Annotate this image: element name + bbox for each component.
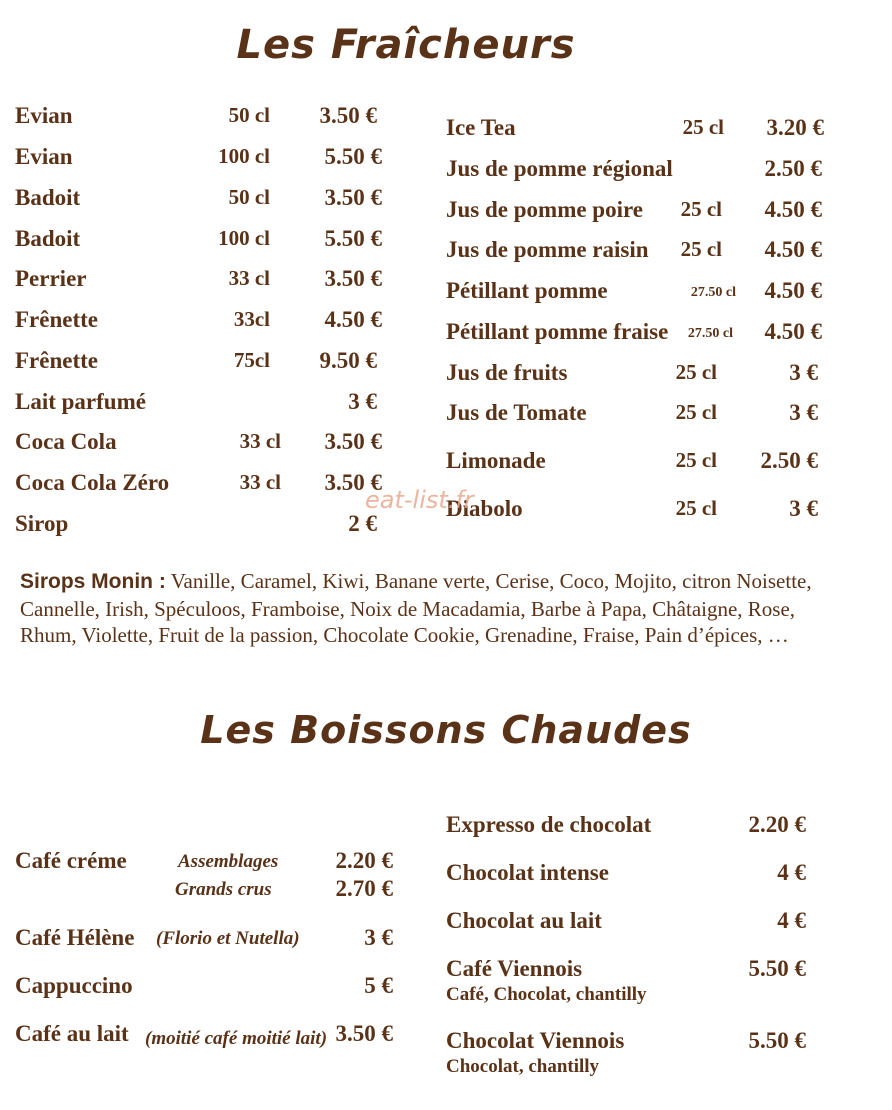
- item-price: 4.50 €: [764, 237, 822, 262]
- item-description: Chocolat, chantilly: [446, 1056, 600, 1077]
- menu-item: [446, 237, 826, 263]
- item-name: Badoit: [15, 185, 81, 210]
- item-price: 3.50 €: [324, 429, 382, 454]
- item-volume: 75cl: [233, 348, 270, 372]
- menu-item: [15, 103, 385, 129]
- item-name: Café Viennois: [446, 956, 583, 981]
- item-price: 2.50 €: [760, 448, 818, 473]
- menu-item: [15, 307, 385, 333]
- menu-item: [15, 144, 385, 170]
- menu-item: [446, 115, 826, 141]
- item-name: Sirop: [15, 511, 69, 536]
- item-price: 5.50 €: [324, 226, 382, 251]
- item-price: 3.50 €: [324, 185, 382, 210]
- item-volume: 50 cl: [228, 185, 270, 209]
- item-price: 3.50 €: [324, 470, 382, 495]
- item-name: Jus de pomme raisin: [446, 237, 649, 262]
- item-price: 9.50 €: [319, 348, 377, 373]
- item-price: 3.20 €: [766, 115, 824, 140]
- item-name: Jus de fruits: [446, 360, 568, 385]
- item-price: 5.50 €: [324, 144, 382, 169]
- item-volume: 33cl: [233, 307, 270, 331]
- item-name: Expresso de chocolat: [446, 812, 652, 837]
- item-volume: 25 cl: [680, 237, 722, 261]
- item-name: Evian: [15, 144, 73, 169]
- item-name: Jus de pomme régional: [446, 156, 673, 181]
- item-name: Jus de pomme poire: [446, 197, 643, 222]
- item-price: 3 €: [789, 400, 818, 425]
- item-price: 3 €: [789, 360, 818, 385]
- item-note: (Florio et Nutella): [156, 928, 300, 949]
- menu-item: [446, 400, 826, 426]
- item-name: Limonade: [446, 448, 546, 473]
- menu-item: [15, 389, 385, 415]
- item-name: Cappuccino: [15, 973, 133, 998]
- item-name: Chocolat Viennois: [446, 1028, 625, 1053]
- menu-item: [446, 197, 826, 223]
- menu-item: [446, 812, 806, 838]
- item-price: 3.50 €: [335, 1021, 393, 1046]
- menu-item: [15, 266, 385, 292]
- menu-item: [446, 1028, 806, 1054]
- item-name: Frênette: [15, 307, 98, 332]
- item-price: 3.50 €: [324, 266, 382, 291]
- item-volume: 25 cl: [675, 360, 717, 384]
- item-volume: 50 cl: [228, 103, 270, 127]
- item-volume: 33 cl: [228, 266, 270, 290]
- item-price: 3.50 €: [319, 103, 377, 128]
- item-price: 4.50 €: [764, 319, 822, 344]
- item-note: Assemblages: [178, 851, 279, 872]
- menu-item: [446, 278, 826, 304]
- menu-item: [15, 470, 385, 496]
- menu-item: [15, 226, 385, 252]
- menu-item: [446, 319, 826, 345]
- item-volume: 33 cl: [239, 470, 281, 494]
- item-name: Café créme: [15, 848, 127, 873]
- item-volume: 25 cl: [682, 115, 724, 139]
- menu-item: [15, 185, 385, 211]
- item-price: 3 €: [364, 925, 393, 950]
- menu-item: [446, 448, 826, 474]
- item-name: Jus de Tomate: [446, 400, 587, 425]
- item-name: Pétillant pomme: [446, 278, 608, 303]
- menu-item: [446, 908, 806, 934]
- watermark: eat-list.fr: [365, 486, 474, 514]
- item-price: 4.50 €: [764, 197, 822, 222]
- menu-item: [446, 860, 806, 886]
- section-title-boissons-chaudes: Les Boissons Chaudes: [200, 708, 692, 752]
- item-volume: 27.50 cl: [690, 285, 736, 300]
- menu-item: [15, 511, 385, 537]
- item-name: Café Hélène: [15, 925, 135, 950]
- item-name: Diabolo: [446, 496, 523, 521]
- item-name: Chocolat au lait: [446, 908, 602, 933]
- item-name: Badoit: [15, 226, 81, 251]
- menu-item: [15, 876, 395, 902]
- item-price: 3 €: [789, 496, 818, 521]
- item-price: 2.50 €: [764, 156, 822, 181]
- menu-item: [15, 348, 385, 374]
- item-name: Café au lait: [15, 1021, 129, 1046]
- item-volume: 25 cl: [675, 448, 717, 472]
- sirops-label: Sirops Monin :: [20, 570, 166, 593]
- menu-item: [446, 956, 806, 982]
- item-name: Perrier: [15, 266, 87, 291]
- item-price: 2.20 €: [748, 812, 806, 837]
- item-note: Grands crus: [175, 879, 272, 900]
- item-volume: 33 cl: [239, 429, 281, 453]
- menu-item: [446, 496, 826, 522]
- item-name: Chocolat intense: [446, 860, 609, 885]
- item-price: 5.50 €: [748, 1028, 806, 1053]
- item-description: Café, Chocolat, chantilly: [446, 984, 647, 1005]
- item-name: Pétillant pomme fraise: [446, 319, 669, 344]
- sirops-text: Vanille, Caramel, Kiwi, Banane verte, Cerise, Coco, Mojito, citron Noisette, Cannelle, Irish, Spéculoos, Framboise, Noix de Macadamia, Barbe à Papa, Châtaigne, Rose, Rhum, Violette, Fruit de la passion, Chocolate Cookie, Grenadine, Fraise, Pain d’épices, …: [20, 569, 812, 647]
- item-name: Coca Cola Zéro: [15, 470, 170, 495]
- sirops-list: [20, 568, 840, 649]
- item-price: 5 €: [364, 973, 393, 998]
- item-name: Evian: [15, 103, 73, 128]
- menu-item: [15, 848, 395, 874]
- item-price: 4.50 €: [324, 307, 382, 332]
- item-name: Lait parfumé: [15, 389, 146, 414]
- menu-item: [446, 360, 826, 386]
- item-volume: 25 cl: [675, 400, 717, 424]
- item-price: 4 €: [777, 908, 806, 933]
- menu-item: [15, 1021, 395, 1047]
- item-volume: 25 cl: [675, 496, 717, 520]
- section-title-fraicheurs: Les Fraîcheurs: [236, 22, 576, 68]
- item-volume: 100 cl: [218, 144, 270, 168]
- item-volume: 100 cl: [218, 226, 270, 250]
- item-price: 4 €: [777, 860, 806, 885]
- item-volume: 25 cl: [680, 197, 722, 221]
- item-name: Coca Cola: [15, 429, 117, 454]
- menu-item: [446, 156, 826, 182]
- menu-item: [15, 973, 395, 999]
- item-note: (moitié café moitié lait): [145, 1028, 328, 1049]
- menu-item: [15, 429, 385, 455]
- item-price: 5.50 €: [748, 956, 806, 981]
- item-volume: 27.50 cl: [687, 326, 733, 341]
- menu-item: [15, 925, 395, 951]
- item-price: 2 €: [348, 511, 377, 536]
- item-name: Frênette: [15, 348, 98, 373]
- item-price: 3 €: [348, 389, 377, 414]
- item-price: 2.20 €: [335, 848, 393, 873]
- item-price: 2.70 €: [335, 876, 393, 901]
- item-price: 4.50 €: [764, 278, 822, 303]
- item-name: Ice Tea: [446, 115, 516, 140]
